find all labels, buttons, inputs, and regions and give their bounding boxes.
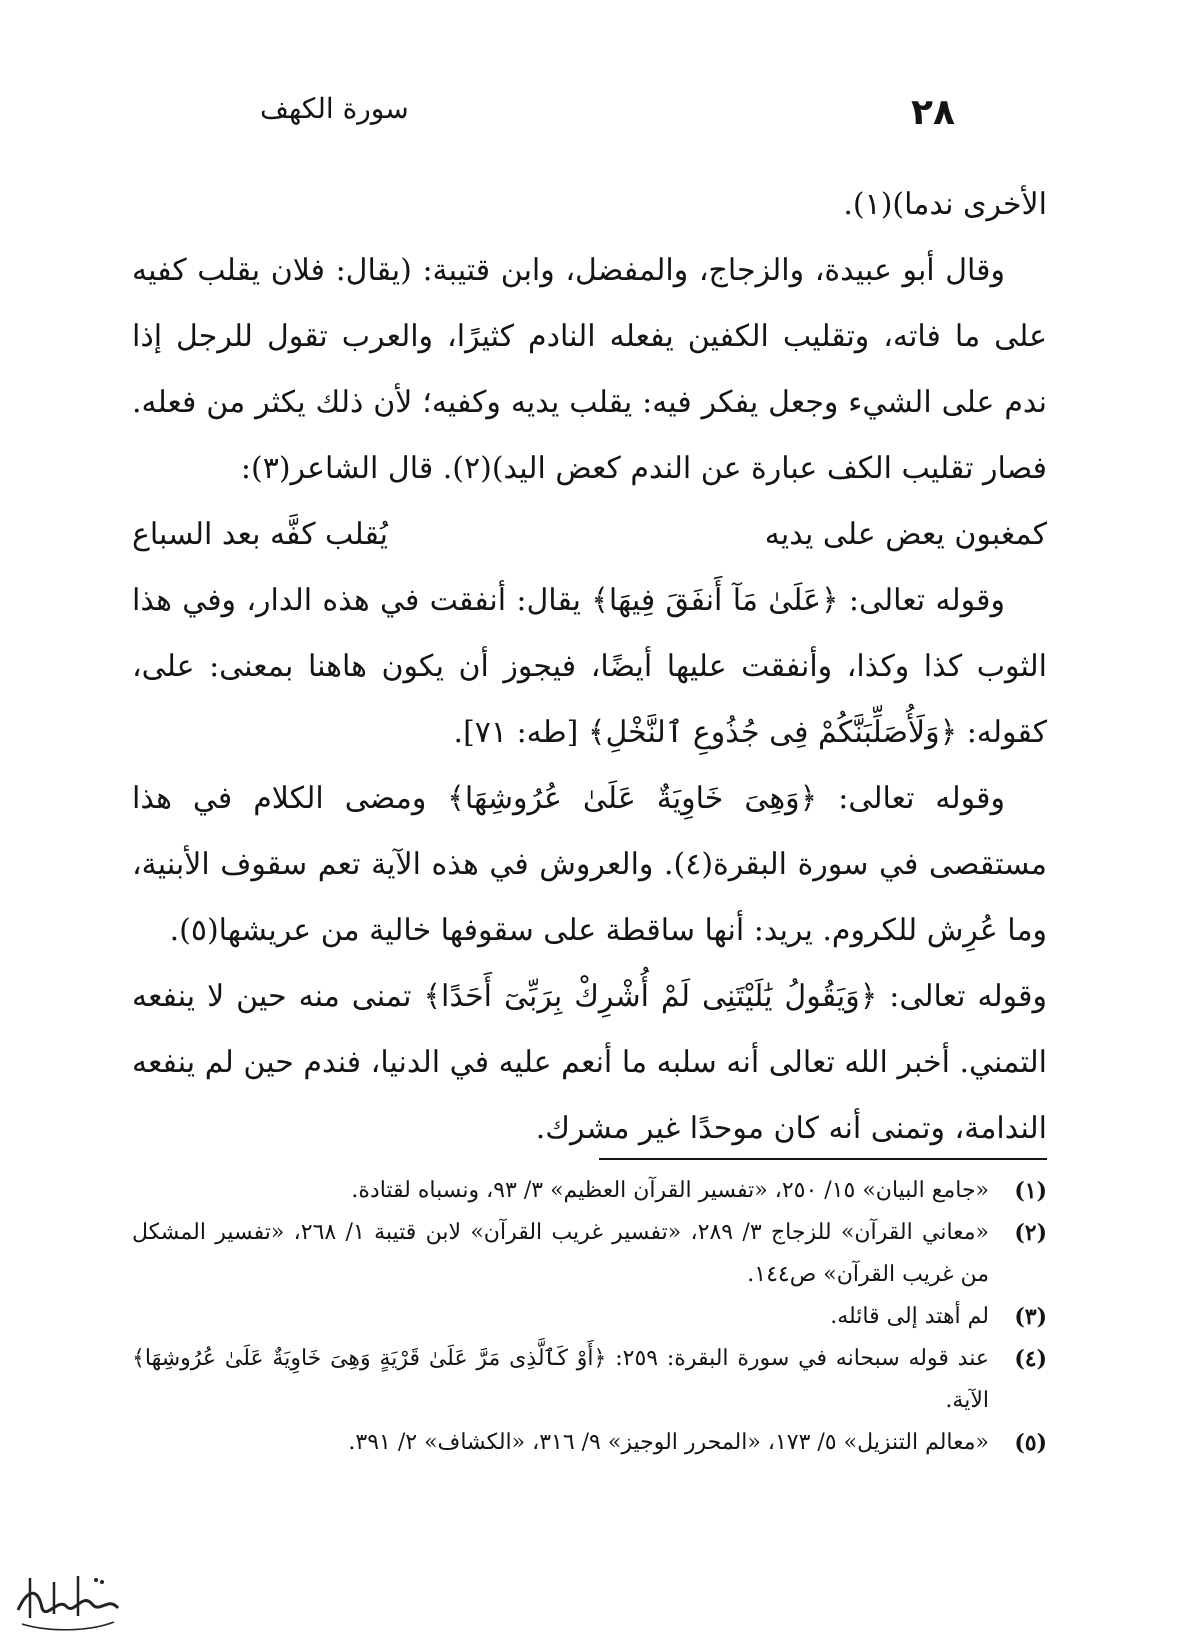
footnote-text: لم أهتد إلى قائله. <box>830 1304 989 1329</box>
footnote <box>132 1170 1047 1212</box>
verse-first-hemistich: كمغبون يعض على يديه <box>764 517 1047 552</box>
footnotes <box>132 1170 1047 1464</box>
footnote-divider <box>599 1158 1047 1160</box>
footnote-text: «معالم التنزيل» ٥/ ١٧٣، «المحرر الوجيز» ٩/ ٣١٦، «الكشاف» ٢/ ٣٩١. <box>348 1430 989 1455</box>
paragraph-ruined-trellises: وقوله تعالى: ﴿وَهِىَ خَاوِيَةٌ عَلَىٰ عُرُوشِهَا﴾ ومضى الكلام في هذا مستقصى في سورة البقرة(٤). والعروش في هذه الآية تعم سقوف الأبنية، وما عُرِش للكروم. يريد: أنها ساقطة على سقوفها خالية من عريشها(٥). <box>132 781 1047 948</box>
paragraph-lexical-explanation: وقال أبو عبيدة، والزجاج، والمفضل، وابن قتيبة: (يقال: فلان يقلب كفيه على ما فاته، وتقليب الكفين يفعله النادم كثيرًا، والعرب تقول للرجل إذا ندم على الشيء وجعل يفكر فيه: يقلب يديه وكفيه؛ لأن ذلك يكثر من فعله. فصار تقليب الكف عبارة عن الندم كعض اليد)(٢). قال الشاعر(٣): <box>132 253 1047 486</box>
footnote-text: «معاني القرآن» للزجاج ٣/ ٢٨٩، «تفسير غريب القرآن» لابن قتيبة ١/ ٢٦٨، «تفسير المشكل من غريب القرآن» ص١٤٤. <box>132 1220 990 1287</box>
page-header <box>130 92 1055 144</box>
footnote <box>132 1422 1047 1464</box>
footnote-number: (٤) <box>1014 1346 1047 1372</box>
footnote-number: (١) <box>1014 1178 1047 1204</box>
footnote-number: (٣) <box>1014 1304 1047 1330</box>
surah-title: سورة الكهف <box>260 92 409 125</box>
footnote <box>132 1338 1047 1422</box>
paragraph-spending-verse: وقوله تعالى: ﴿عَلَىٰ مَآ أَنفَقَ فِيهَا﴾ يقال: أنفقت في هذه الدار، وفي هذا الثوب كذا وكذا، وأنفقت عليها أيضًا، فيجوز أن يكون هاهنا بمعنى: على، كقوله: ﴿وَلَأُصَلِّبَنَّكُمْ فِى جُذُوعِ ٱلنَّخْلِ﴾ [طه: ٧١]. <box>132 583 1047 750</box>
poetry-verse <box>132 502 1047 568</box>
paragraph-continuation: الأخرى ندما)(١). <box>843 187 1047 222</box>
calligraphy-stamp-logo <box>8 1558 128 1638</box>
page-number: ٢٨ <box>911 92 955 133</box>
paragraph-regret: وقوله تعالى: ﴿وَيَقُولُ يَٰلَيْتَنِى لَمْ أُشْرِكْ بِرَبِّىٓ أَحَدًا﴾ تمنى منه حين لا ينفعه التمني. أخبر الله تعالى أنه سلبه ما أنعم عليه في الدنيا، فندم حين لم ينفعه الندامة، وتمنى أنه كان موحدًا غير مشرك. <box>132 979 1047 1146</box>
footnote-number: (٥) <box>1014 1430 1047 1456</box>
main-text <box>132 172 1047 1162</box>
verse-second-hemistich: يُقلب كفَّه بعد السباع <box>132 517 388 552</box>
footnote-number: (٢) <box>1014 1220 1047 1246</box>
footnote <box>132 1212 1047 1296</box>
footnote-text: «جامع البيان» ١٥/ ٢٥٠، «تفسير القرآن العظيم» ٣/ ٩٣، ونسباه لقتادة. <box>351 1178 989 1203</box>
footnote-text: عند قوله سبحانه في سورة البقرة: ٢٥٩: ﴿أَوْ كَٱلَّذِى مَرَّ عَلَىٰ قَرْيَةٍ وَهِىَ خَاوِيَةٌ عَلَىٰ عُرُوشِهَا﴾ الآية. <box>132 1346 989 1413</box>
footnote <box>132 1296 1047 1338</box>
